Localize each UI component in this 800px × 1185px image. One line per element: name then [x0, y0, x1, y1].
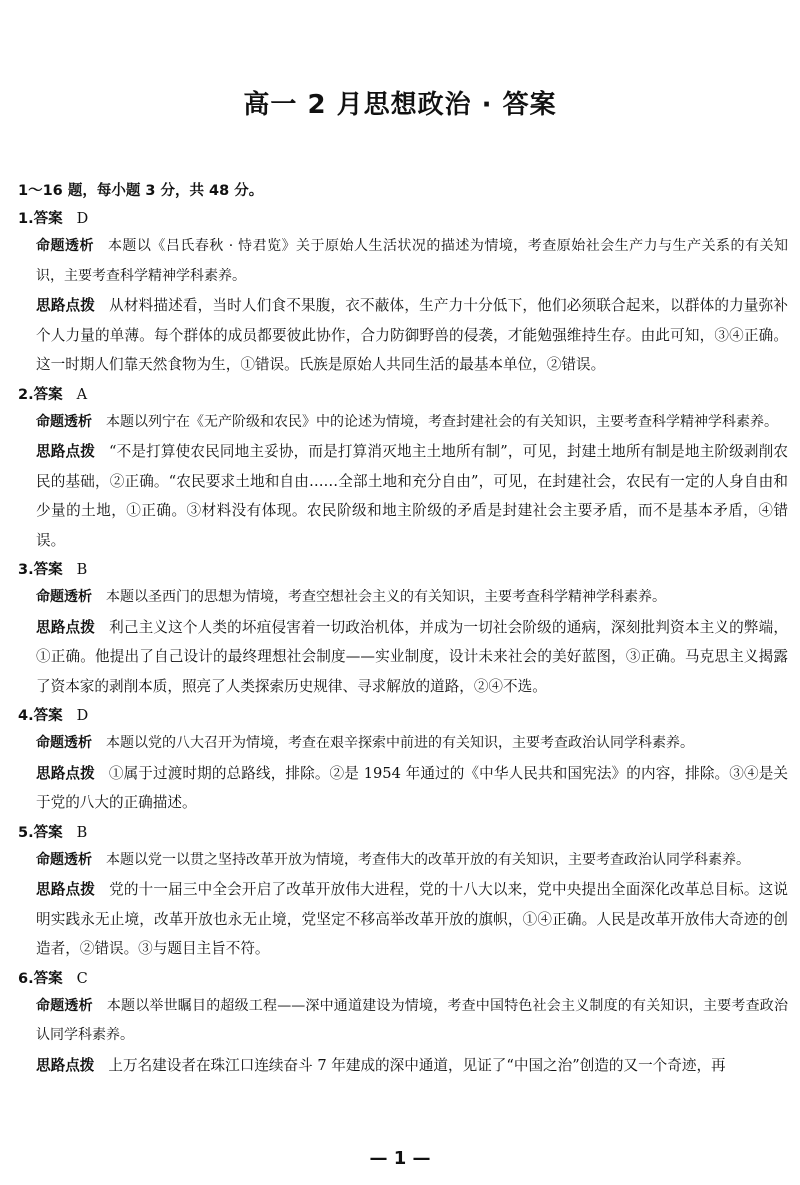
hint-text: 利己主义这个人类的坏疽侵害着一切政治机体，并成为一切社会阶级的通病，深刻批判资本主义的弊端，①正确。他提出了自己设计的最终理想社会制度——实业制度，设计未来社会的美好蓝图，③正确。马克思主义揭露了资本家的剥削本质，照亮了人类探索历史规律、寻求解放的道路，②④不选。: [36, 618, 788, 695]
question-header: [18, 557, 788, 583]
analysis-label: 命题透析: [36, 851, 92, 868]
analysis-label: 命题透析: [36, 997, 93, 1014]
hint-label: 思路点拨: [36, 764, 95, 782]
analysis-paragraph: [36, 846, 788, 876]
hint-paragraph: [36, 1051, 788, 1081]
answer-value: D: [76, 708, 89, 724]
analysis-text: 本题以列宁在《无产阶级和农民》中的论述为情境，考查封建社会的有关知识，主要考查科学精神学科素养。: [106, 413, 778, 430]
hint-label: 思路点拨: [36, 618, 96, 636]
question-number: 5.: [18, 824, 34, 841]
question-header: [18, 206, 788, 232]
answer-label: 答案: [33, 386, 63, 403]
question-header: [18, 966, 788, 992]
question-block: [18, 557, 788, 701]
question-block: [18, 966, 788, 1081]
question-number: 2.: [18, 386, 34, 403]
answer-value: B: [76, 562, 88, 578]
answer-label: 答案: [33, 970, 63, 987]
hint-label: 思路点拨: [36, 297, 96, 314]
question-header: [18, 703, 788, 729]
intro-line: 1～16 题，每小题 3 分，共 48 分。: [18, 183, 264, 199]
question-block: [18, 820, 788, 964]
question-block: [18, 382, 788, 556]
analysis-paragraph: [36, 992, 788, 1051]
hint-text: 党的十一届三中全会开启了改革开放伟大进程，党的十八大以来，党中央提出全面深化改革总目标。这说明实践永无止境，改革开放也永无止境，党坚定不移高举改革开放的旗帜，①④正确。人民是改革开放伟大奇迹的创造者，②错误。③与题目主旨不符。: [36, 881, 788, 957]
hint-paragraph: [36, 291, 788, 380]
question-header: [18, 382, 788, 408]
hint-paragraph: [36, 759, 788, 818]
analysis-text: 本题以圣西门的思想为情境，考查空想社会主义的有关知识，主要考查科学精神学科素养。: [106, 589, 666, 605]
hint-paragraph: [36, 875, 788, 964]
analysis-paragraph: [36, 729, 788, 759]
page-title: 高一 2 月思想政治 · 答案: [243, 90, 557, 120]
hint-text: ①属于过渡时期的总路线，排除。②是 1954 年通过的《中华人民共和国宪法》的内容，排除。③④是关于党的八大的正确描述。: [36, 764, 788, 811]
question-block: [18, 703, 788, 818]
question-block: [18, 206, 788, 380]
hint-paragraph: [36, 437, 788, 555]
hint-text: 从材料描述看，当时人们食不果腹，衣不蔽体，生产力十分低下，他们必须联合起来，以群体的力量弥补个人力量的单薄。每个群体的成员都要彼此协作，合力防御野兽的侵袭，才能勉强维持生存。由此可知，③④正确。这一时期人们靠天然食物为生，①错误。氏族是原始人共同生活的最基本单位，②错误。: [36, 297, 788, 373]
answer-label: 答案: [33, 824, 63, 841]
analysis-label: 命题透析: [36, 589, 92, 605]
answer-value: B: [76, 824, 88, 841]
question-number: 4.: [18, 708, 34, 724]
analysis-paragraph: [36, 583, 788, 613]
page-number: — 1 —: [369, 1148, 431, 1169]
answer-value: D: [76, 211, 89, 227]
question-number: 6.: [18, 970, 34, 987]
answer-value: A: [76, 386, 88, 403]
analysis-text: 本题以《吕氏春秋 · 恃君览》关于原始人生活状况的描述为情境，考查原始社会生产力与生产关系的有关知识，主要考查科学精神学科素养。: [36, 238, 788, 284]
question-number: 3.: [18, 562, 34, 578]
hint-text: 上万名建设者在珠江口连续奋斗 7 年建成的深中通道，见证了“中国之治”创造的又一个奇迹，再: [108, 1056, 726, 1074]
analysis-text: 本题以举世瞩目的超级工程——深中通道建设为情境，考查中国特色社会主义制度的有关知识，主要考查政治认同学科素养。: [36, 997, 789, 1043]
answer-value: C: [76, 970, 88, 987]
answer-label: 答案: [33, 211, 63, 227]
hint-label: 思路点拨: [36, 881, 96, 898]
hint-text: “不是打算使农民同地主妥协，而是打算消灭地主土地所有制”，可见，封建土地所有制是地主阶级剥削农民的基础，②正确。“农民要求土地和自由……全部土地和充分自由”，可见，在封建社会，农民有一定的人身自由和少量的土地，①正确。③材料没有体现。农民阶级和地主阶级的矛盾是封建社会主要矛盾，而不是基本矛盾，④错误。: [36, 443, 788, 549]
answer-content: [18, 178, 788, 1080]
question-list: [18, 206, 788, 1080]
analysis-label: 命题透析: [36, 735, 92, 751]
answer-label: 答案: [33, 708, 63, 724]
analysis-label: 命题透析: [36, 413, 92, 430]
question-header: [18, 820, 788, 846]
hint-label: 思路点拨: [36, 1056, 95, 1074]
analysis-paragraph: [36, 232, 788, 291]
analysis-text: 本题以党的八大召开为情境，考查在艰辛探索中前进的有关知识，主要考查政治认同学科素养。: [106, 735, 694, 751]
analysis-label: 命题透析: [36, 238, 94, 254]
analysis-text: 本题以党一以贯之坚持改革开放为情境，考查伟大的改革开放的有关知识，主要考查政治认同学科素养。: [106, 851, 750, 868]
hint-paragraph: [36, 613, 788, 702]
analysis-paragraph: [36, 408, 788, 438]
answer-label: 答案: [33, 562, 63, 578]
question-number: 1.: [18, 211, 34, 227]
hint-label: 思路点拨: [36, 443, 96, 460]
